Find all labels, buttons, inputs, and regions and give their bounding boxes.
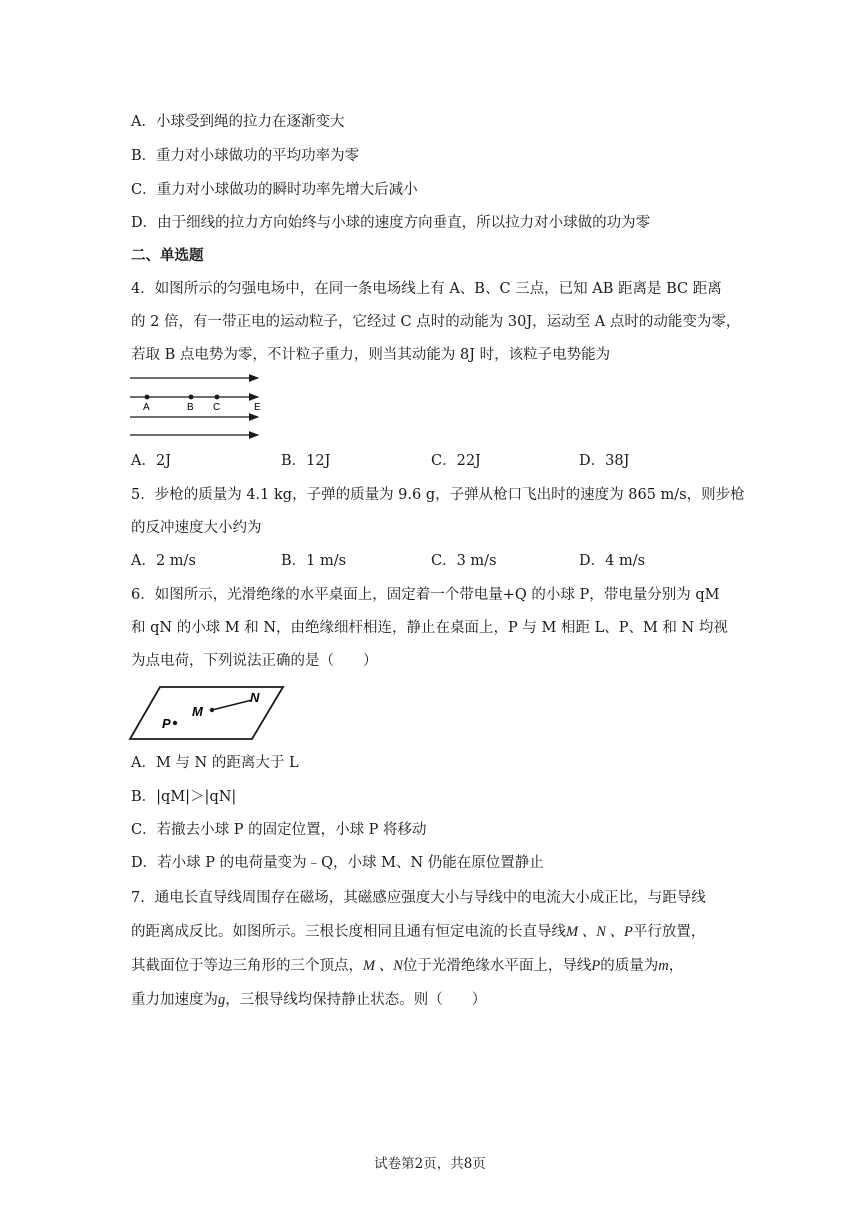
section-heading: 二、单选题 bbox=[131, 247, 204, 264]
q4-option-a: A．2J bbox=[131, 453, 172, 469]
q4-option-d: D．38J bbox=[579, 453, 630, 469]
q3-option-a: A．小球受到绳的拉力在逐渐变大 bbox=[131, 114, 345, 130]
point-c bbox=[215, 395, 220, 400]
q5-option-d: D．4 m/s bbox=[579, 553, 646, 569]
q7-line-4-a: 重力加速度为 bbox=[131, 992, 218, 1008]
q6-option-a: A．M 与 N 的距离大于 L bbox=[131, 755, 299, 771]
q6-option-c: C．若撤去小球 P 的固定位置，小球 P 将移动 bbox=[131, 822, 427, 838]
q3-option-c: C．重力对小球做功的瞬时功率先增大后减小 bbox=[131, 182, 418, 198]
q7-line-4-b: ，三根导线均保持静止状态。则（ ） bbox=[225, 992, 487, 1008]
q6-line-2: 和 qN 的小球 M 和 N，由绝缘细杆相连，静止在桌面上，P 与 M 相距 L、P、M 和 N 均视 bbox=[131, 620, 728, 636]
q5-option-a: A．2 m/s bbox=[131, 553, 196, 569]
ball-m bbox=[210, 708, 214, 712]
q4-option-b: B．12J bbox=[281, 453, 331, 469]
label-m: M bbox=[192, 704, 203, 719]
insulating-rod bbox=[212, 700, 252, 710]
label-e: E bbox=[254, 402, 261, 413]
q7-line-3 bbox=[131, 956, 683, 976]
q5-line-2: 的反冲速度大小约为 bbox=[131, 520, 262, 536]
page-footer: 试卷第2页，共8页 bbox=[374, 1156, 486, 1172]
q7-line-2-text: 的距离成反比。如图所示。三根长度相同且通有恒定电流的长直导线 bbox=[131, 924, 566, 940]
ball-p bbox=[173, 721, 177, 725]
q7-var-g: g bbox=[218, 992, 226, 1008]
q4-line-1: 4．如图所示的匀强电场中，在同一条电场线上有 A、B、C 三点，已知 AB 距离是 BC 距离 bbox=[131, 281, 722, 297]
q6-line-3: 为点电荷，下列说法正确的是（ ） bbox=[131, 653, 378, 669]
q4-field-figure bbox=[128, 370, 268, 442]
q4-line-2: 的 2 倍，有一带正电的运动粒子，它经过 C 点时的动能为 30J，运动至 A 点时的动能变为零， bbox=[131, 314, 741, 330]
q7-line-3-a: 其截面位于等边三角形的三个顶点， bbox=[131, 958, 363, 974]
q6-table-figure bbox=[128, 684, 288, 742]
q7-line-3-c: 的质量为 bbox=[600, 958, 659, 974]
label-a: A bbox=[143, 402, 150, 413]
q4-option-c: C．22J bbox=[431, 453, 481, 469]
q3-option-b: B．重力对小球做功的平均功率为零 bbox=[131, 148, 360, 164]
q7-line-2-tail: 平行放置， bbox=[632, 924, 706, 940]
label-p: P bbox=[162, 716, 171, 731]
q7-line-3-b: 位于光滑绝缘水平面上，导线 bbox=[402, 958, 592, 974]
q7-line-2 bbox=[131, 922, 705, 942]
q6-option-d: D．若小球 P 的电荷量变为﹣Q，小球 M、N 仍能在原位置静止 bbox=[131, 855, 544, 871]
q7-var-p: P bbox=[591, 958, 601, 974]
q7-var-m: m bbox=[658, 958, 669, 974]
q5-line-1: 5．步枪的质量为 4.1 kg，子弹的质量为 9.6 g，子弹从枪口飞出时的速度为 865 m/s，则步枪 bbox=[131, 487, 745, 503]
q6-line-1: 6．如图所示，光滑绝缘的水平桌面上，固定着一个带电量+Q 的小球 P，带电量分别为 qM bbox=[131, 587, 720, 603]
q7-line-3-d: ， bbox=[668, 958, 684, 974]
label-b: B bbox=[187, 402, 194, 413]
q4-line-3: 若取 B 点电势为零，不计粒子重力，则当其动能为 8J 时，该粒子电势能为 bbox=[131, 347, 611, 363]
point-a bbox=[145, 395, 150, 400]
q7-var-mnp: M 、N 、P bbox=[566, 924, 633, 940]
q7-line-4 bbox=[131, 990, 486, 1010]
point-b bbox=[189, 395, 194, 400]
q7-line-1: 7．通电长直导线周围存在磁场，其磁感应强度大小与导线中的电流大小成正比，与距导线 bbox=[131, 890, 706, 906]
q7-var-mn: M 、N bbox=[363, 958, 403, 974]
table-surface bbox=[130, 687, 283, 739]
q6-option-b: B．|qM|＞|qN| bbox=[131, 789, 237, 805]
q5-option-c: C．3 m/s bbox=[431, 553, 497, 569]
label-c: C bbox=[213, 402, 221, 413]
q3-option-d: D．由于细线的拉力方向始终与小球的速度方向垂直，所以拉力对小球做的功为零 bbox=[131, 215, 651, 231]
label-n: N bbox=[250, 690, 260, 705]
q5-option-b: B．1 m/s bbox=[281, 553, 347, 569]
